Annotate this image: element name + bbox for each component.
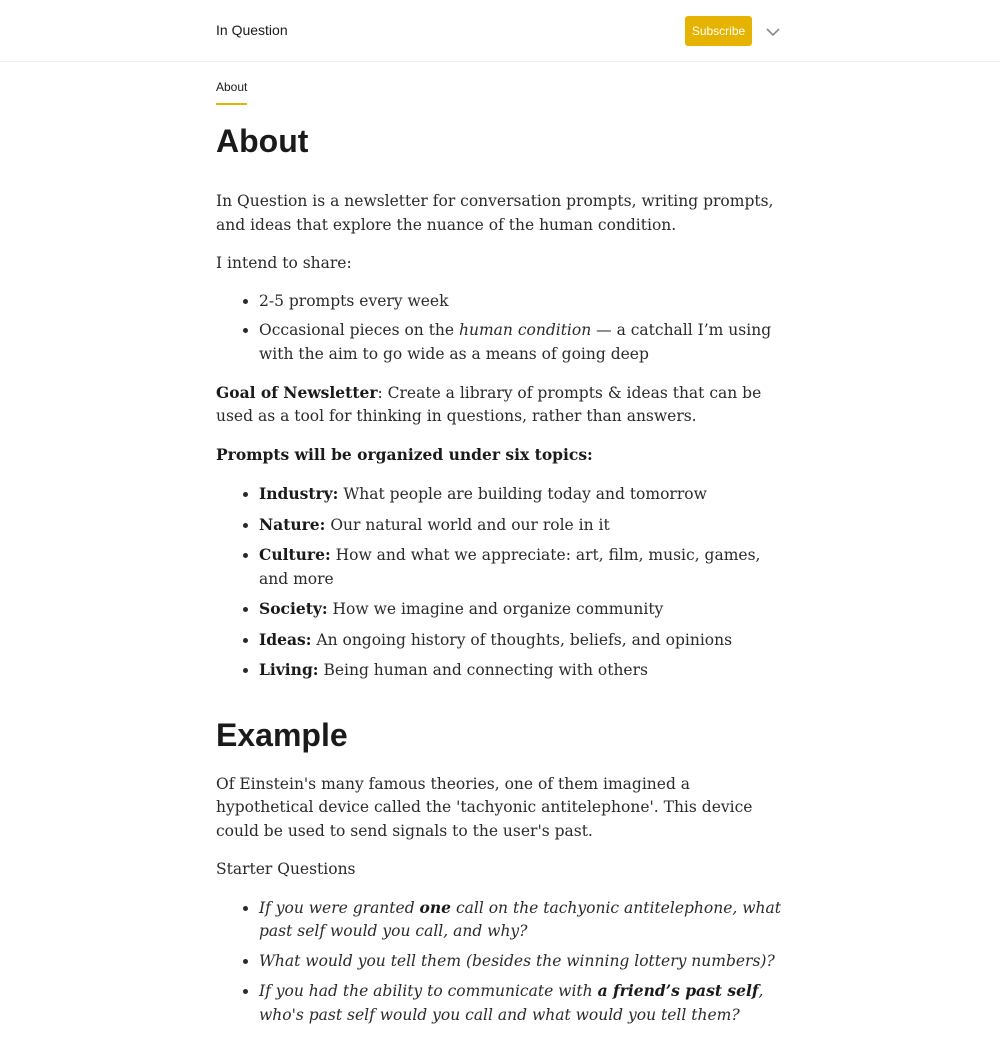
share-list <box>216 290 788 367</box>
starter-label: Starter Questions <box>216 859 356 878</box>
question-text: What would you tell them (besides the winning lottery numbers)? <box>259 951 775 970</box>
share-item-text: 2-5 prompts every week <box>259 291 449 310</box>
share-item-text-post: — a catchall I’m using with the aim to go wide as a means of going deep <box>259 321 772 363</box>
topic-desc: How we imagine and organize community <box>327 600 664 618</box>
list-item <box>259 658 788 683</box>
list-item <box>259 290 788 314</box>
question-text-pre: If you were granted <box>259 898 420 917</box>
topic-name: Society: <box>259 599 328 618</box>
list-item <box>259 896 788 944</box>
nav-tabs <box>216 78 247 105</box>
top-bar <box>0 0 1000 62</box>
question-emphasis: a friend’s past self <box>597 981 759 1000</box>
list-item <box>259 950 788 974</box>
example-heading: Example <box>216 716 348 753</box>
intend-paragraph: I intend to share: <box>216 253 352 272</box>
share-item-text-pre: Occasional pieces on the <box>259 321 460 339</box>
topic-name: Living: <box>259 660 319 679</box>
share-item-emphasis: human condition <box>459 321 592 339</box>
topic-desc: How and what we appreciate: art, film, music, games, and more <box>259 546 761 588</box>
topic-desc: An ongoing history of thoughts, beliefs, and opinions <box>311 630 733 649</box>
list-item <box>259 319 788 366</box>
goal-text: : Create a library of prompts & ideas that can be used as a tool for thinking in questions, rather than answers. <box>216 383 762 425</box>
about-heading: About <box>216 123 309 159</box>
subscribe-button[interactable]: Subscribe <box>685 16 752 46</box>
topic-name: Culture: <box>259 545 331 564</box>
topics-list <box>216 482 788 683</box>
topic-desc: Being human and connecting with others <box>318 661 648 679</box>
topics-heading <box>216 443 788 468</box>
goal-label: Goal of Newsletter <box>216 382 378 402</box>
question-text-post: call on the tachyonic antitelephone, what past self would you call, and why? <box>259 898 781 940</box>
topic-name: Industry: <box>259 484 339 503</box>
page-content <box>216 116 788 1042</box>
list-item <box>259 513 788 538</box>
list-item <box>259 628 788 653</box>
chevron-down-icon[interactable] <box>763 24 783 40</box>
topic-name: Ideas: <box>259 629 312 649</box>
tab-about[interactable]: About <box>216 79 247 105</box>
question-emphasis: one <box>419 897 452 917</box>
list-item <box>259 979 788 1027</box>
questions-list <box>216 896 788 1028</box>
list-item <box>259 597 788 622</box>
topics-heading-text: Prompts will be organized under six topics: <box>216 445 593 464</box>
list-item <box>259 543 788 591</box>
list-item <box>259 482 788 507</box>
goal-paragraph <box>216 381 788 429</box>
example-paragraph: Of Einstein's many famous theories, one of them imagined a hypothetical device called the 'tachyonic antitelephone'. This device could be used to send signals to the user's past. <box>216 774 753 840</box>
topic-desc: Our natural world and our role in it <box>325 515 610 534</box>
question-text-pre: If you had the ability to communicate with <box>259 982 598 1000</box>
publication-title[interactable]: In Question <box>216 22 288 38</box>
topic-desc: What people are building today and tomorrow <box>338 485 707 503</box>
intro-paragraph: In Question is a newsletter for conversation prompts, writing prompts, and ideas that explore the nuance of the human condition. <box>216 192 774 234</box>
topic-name: Nature: <box>259 514 326 534</box>
question-text-post: , who's past self would you call and what would you tell them? <box>259 982 764 1024</box>
